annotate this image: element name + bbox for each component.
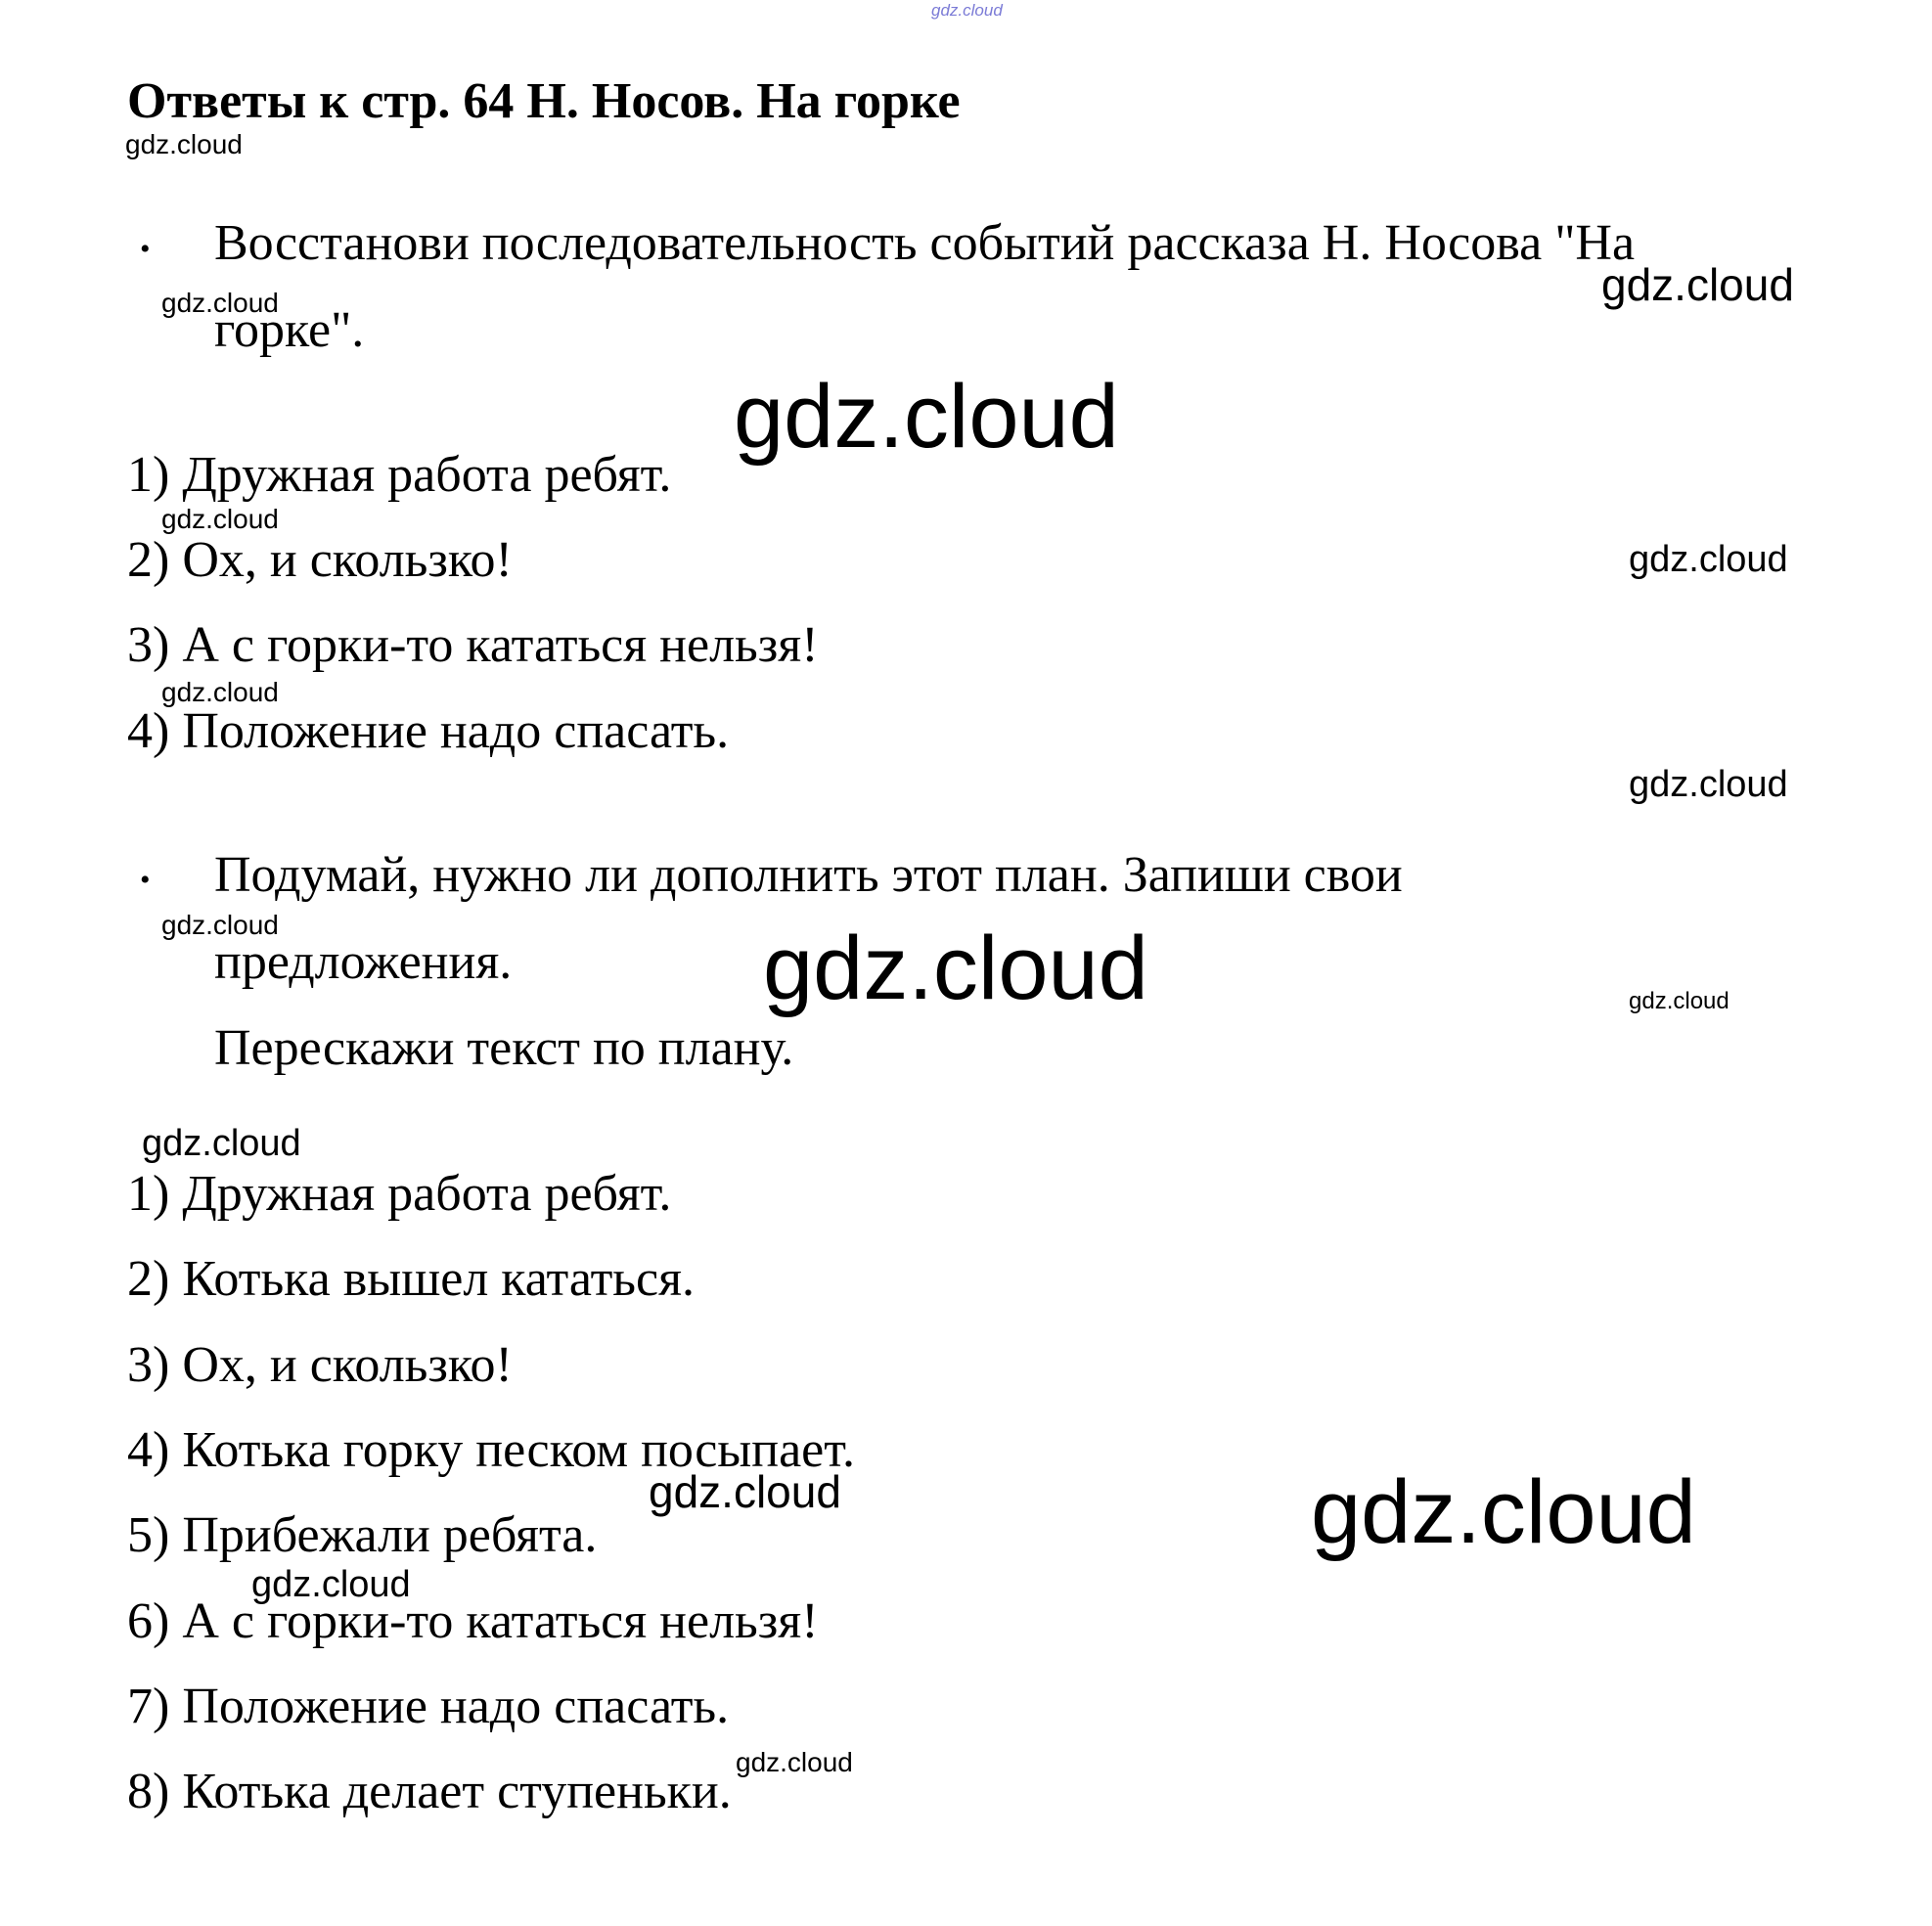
watermark: gdz.cloud: [1629, 988, 1730, 1014]
watermark: gdz.cloud: [161, 504, 279, 534]
watermark: gdz.cloud: [1601, 259, 1794, 310]
watermark: gdz.cloud: [1311, 1462, 1696, 1562]
watermark: gdz.cloud: [161, 910, 279, 940]
page-title: Ответы к стр. 64 Н. Носов. На горке: [127, 73, 961, 129]
answer2-item-5: 5) Прибежали ребята.: [127, 1507, 598, 1563]
watermark: gdz.cloud: [1629, 539, 1788, 580]
watermark: gdz.cloud: [763, 918, 1148, 1018]
watermark: gdz.cloud: [161, 677, 279, 707]
answer2-item-4: 4) Котька горку песком посыпает.: [127, 1422, 856, 1478]
watermark-top: gdz.cloud: [931, 1, 1003, 20]
bullet-task1: •: [140, 233, 151, 265]
watermark: gdz.cloud: [161, 288, 279, 318]
answer2-item-8: 8) Котька делает ступеньки.: [127, 1764, 732, 1819]
answer1-item-4: 4) Положение надо спасать.: [127, 703, 730, 759]
bullet-task2: •: [140, 864, 151, 896]
watermark: gdz.cloud: [736, 1747, 853, 1777]
task2-line2: предложения.: [214, 934, 513, 990]
watermark: gdz.cloud: [734, 367, 1119, 467]
answer1-item-1: 1) Дружная работа ребят.: [127, 447, 672, 503]
watermark: gdz.cloud: [251, 1564, 411, 1605]
answer1-item-2: 2) Ох, и скользко!: [127, 532, 513, 588]
task2-line3: Перескажи текст по плану.: [214, 1020, 794, 1076]
watermark: gdz.cloud: [142, 1123, 301, 1164]
answer2-item-3: 3) Ох, и скользко!: [127, 1337, 513, 1393]
task1-line2: горке".: [214, 302, 365, 358]
task1-line1: Восстанови последовательность событий рассказа Н. Носова "На: [214, 215, 1636, 271]
answer1-item-3: 3) А с горки-то кататься нельзя!: [127, 617, 819, 673]
answer2-item-6: 6) А с горки-то кататься нельзя!: [127, 1593, 819, 1649]
answer2-item-1: 1) Дружная работа ребят.: [127, 1166, 672, 1222]
task2-line1: Подумай, нужно ли дополнить этот план. Запиши свои: [214, 847, 1403, 903]
answer2-item-7: 7) Положение надо спасать.: [127, 1679, 730, 1734]
watermark: gdz.cloud: [125, 129, 243, 159]
watermark: gdz.cloud: [649, 1466, 841, 1517]
answer2-item-2: 2) Котька вышел кататься.: [127, 1251, 696, 1307]
watermark: gdz.cloud: [1629, 764, 1788, 805]
